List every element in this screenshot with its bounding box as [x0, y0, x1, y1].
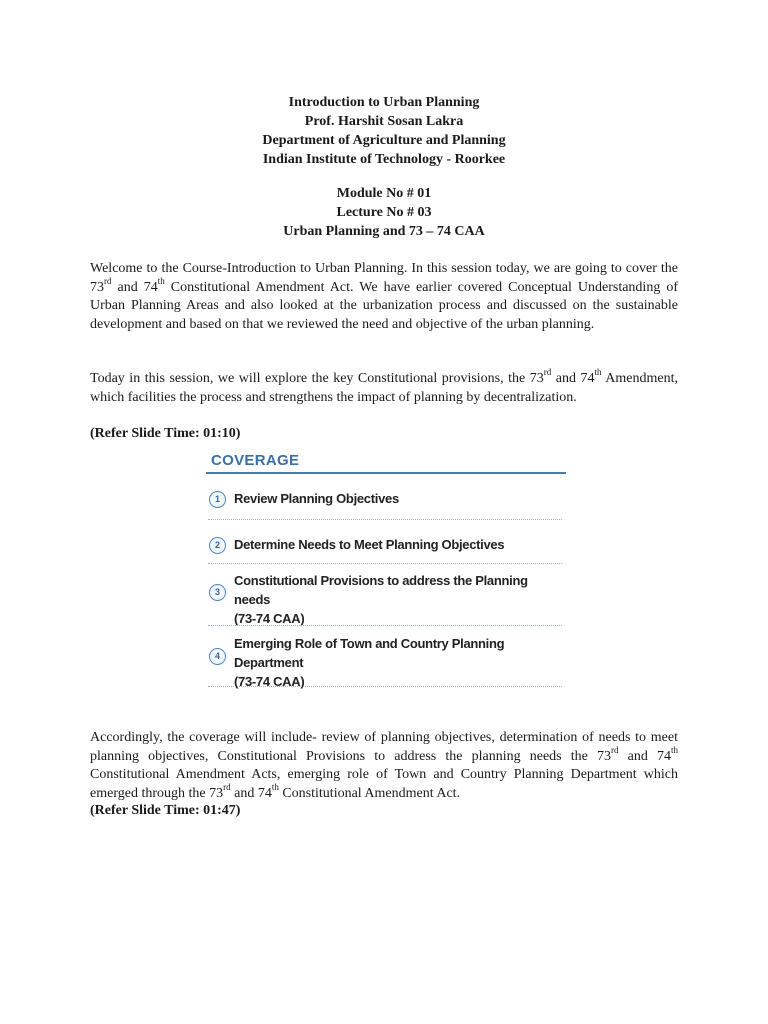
text-span: Constitutional Amendment Act. We have earlier covered Conceptual Understanding of Urban Planning Areas and also looked at the urbanization process and discussed on the sustainable development and based on that we reviewed the need and objective of the urban planning.	[90, 279, 679, 332]
intro-paragraph	[90, 260, 678, 334]
item-text	[234, 634, 565, 691]
number-badge: 2	[209, 537, 226, 554]
session-paragraph	[90, 367, 679, 407]
text-span: Accordingly, the coverage will include- review of planning objectives, determination of needs to meet planning objectives, Constitutional Provisions to address the planning needs the 73	[90, 730, 678, 764]
refer-slide-time: (Refer Slide Time: 01:10)	[90, 426, 241, 441]
item-line: Emerging Role of Town and Country Planning Department	[234, 636, 505, 670]
lecture-title: Urban Planning and 73 – 74 CAA	[283, 224, 485, 239]
text-span: and 74	[551, 371, 595, 386]
lecture-number: Lecture No # 03	[336, 205, 432, 220]
dotted-divider	[208, 625, 562, 626]
text-span: and 74	[618, 748, 671, 764]
module-number: Module No # 01	[336, 186, 432, 201]
superscript: th	[670, 744, 678, 755]
dotted-divider	[208, 519, 562, 520]
superscript: th	[271, 781, 279, 792]
slide-title: COVERAGE	[211, 452, 300, 469]
professor-name: Prof. Harshit Sosan Lakra	[304, 114, 464, 129]
text-span: and 74	[111, 279, 158, 295]
lecture-header	[0, 93, 768, 169]
item-line: (73-74 CAA)	[234, 611, 305, 626]
coverage-paragraph	[90, 729, 678, 803]
text-span: Constitutional Amendment Act.	[278, 785, 461, 801]
course-title: Introduction to Urban Planning	[288, 95, 480, 110]
text-span: Constitutional Amendment Acts, emerging role of Town and Country Planning Department which emerged through the 73	[90, 767, 678, 801]
item-text: Review Planning Objectives	[234, 491, 399, 506]
item-text	[234, 571, 565, 628]
text-span: Welcome to the Course-Introduction to Urban Planning. In this session today, we are going to cover the 73	[90, 261, 678, 295]
superscript: rd	[223, 781, 231, 792]
text-span: Today in this session, we will explore the key Constitutional provisions, the 73	[90, 371, 544, 386]
number-badge: 3	[209, 584, 226, 601]
dotted-divider	[208, 563, 562, 564]
module-header	[0, 184, 768, 241]
dotted-divider	[208, 686, 562, 687]
slide-title-rule	[206, 472, 566, 474]
superscript: rd	[104, 275, 112, 286]
item-line: Constitutional Provisions to address the Planning needs	[234, 573, 528, 607]
number-badge: 4	[209, 648, 226, 665]
department-name: Department of Agriculture and Planning	[262, 133, 506, 148]
item-text: Determine Needs to Meet Planning Objectives	[234, 537, 505, 552]
text-span: Amendment, which facilities the process and strengthens the impact of planning by decentralization.	[90, 371, 679, 405]
refer-slide-time: (Refer Slide Time: 01:47)	[90, 803, 241, 818]
coverage-slide	[206, 446, 568, 696]
institute-name: Indian Institute of Technology - Roorkee	[262, 152, 506, 167]
item-line: (73-74 CAA)	[234, 674, 305, 689]
superscript: rd	[543, 367, 552, 378]
number-badge: 1	[209, 491, 226, 508]
superscript: th	[594, 367, 602, 378]
superscript: rd	[611, 744, 619, 755]
text-span: and 74	[230, 785, 272, 801]
superscript: th	[157, 275, 165, 286]
